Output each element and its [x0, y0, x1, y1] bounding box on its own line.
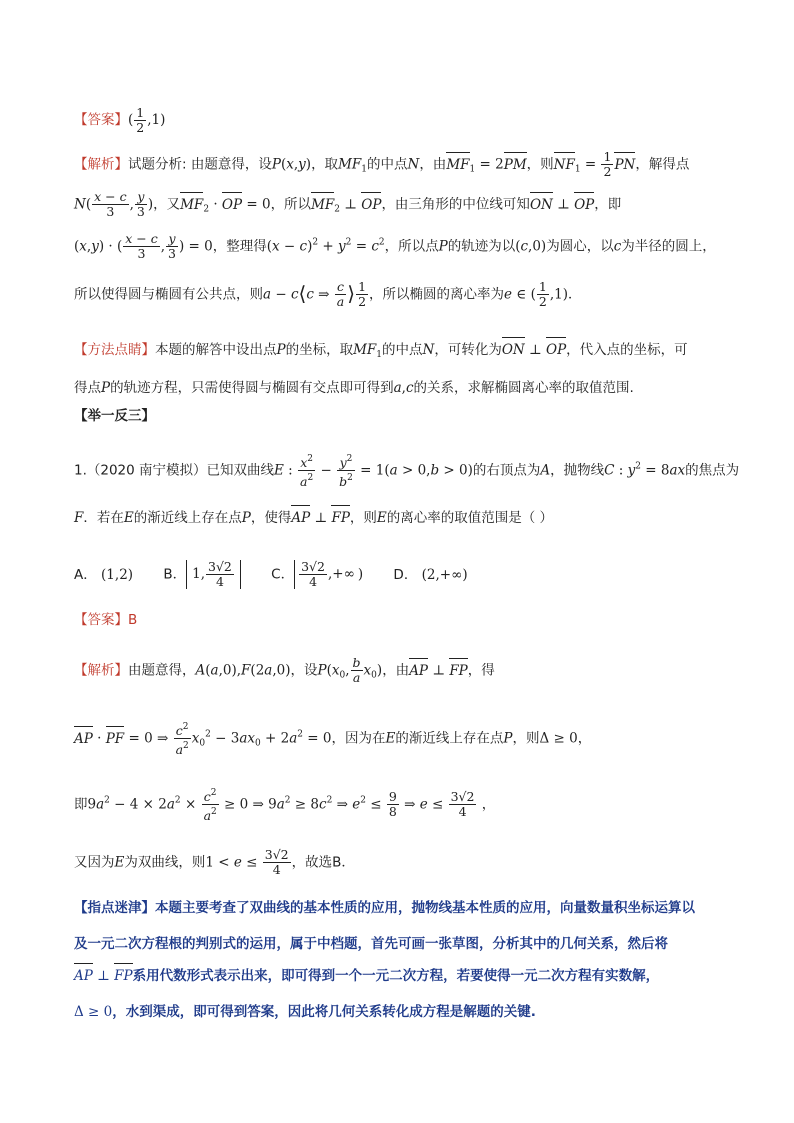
text: 的渐近线上存在点: [395, 730, 504, 747]
tips-line-4: Δ ≥ 0，水到渠成，即可得到答案，因此将几何关系转化成方程是解题的关键.: [74, 1004, 536, 1020]
text: 的坐标，取: [285, 342, 354, 358]
option-c: C． $\frac{3√2}{4}$ ,+∞ ): [271, 559, 364, 589]
text: ，得: [467, 662, 495, 679]
text: ，则: [349, 510, 377, 526]
solution-1-line-2: N( $\frac{x - c}{3}$ , $\frac{y}{3}$ )，又$MF_2$ · OP = 0，所以$MF_2$ ⊥ OP，由三角形的中位线可知ON ⊥ OP，即: [74, 189, 622, 219]
text: 所以使得圆与椭圆有公共点，则: [74, 286, 263, 303]
text: 本题主要考查了双曲线的基本性质的应用，抛物线基本性质的应用，向量数量积坐标运算以: [155, 900, 695, 916]
text: A．: [74, 566, 97, 583]
text: ，解得点: [635, 156, 690, 173]
text: ，又: [153, 196, 181, 213]
answer-label: 【答案】: [74, 112, 128, 128]
text: ，由三角形的中位线可知: [381, 196, 530, 213]
answer-2: [74, 610, 137, 630]
solution-2-line-4: 又因为E为双曲线，则1 < e ≤ $\frac{3√2}{4}$ ，故选B．: [74, 847, 355, 877]
option-d: D． (2,+∞): [393, 566, 468, 583]
text: 的中点: [367, 156, 408, 173]
solution-2-line-1: 【解析】由题意得，A(a,0),F(2a,0)，设$P(x_0$, $\frac{b}{a}$ $x_0$)，由AP ⊥ FP，得: [74, 655, 495, 685]
text: 1.（2020 南宁模拟）已知双曲线: [74, 462, 275, 479]
answer-2-value: B: [128, 612, 138, 628]
text: C．: [271, 566, 295, 583]
text: D．: [393, 566, 418, 583]
text: 的右顶点为: [472, 462, 541, 479]
solution-1-line-1: 【解析】试题分析: 由题意得，设P(x,y)，取$MF_1$的中点N，由$MF_1 = 2PM$，则$NF_1$ = $\frac{1}{2}$ PN，解得点: [74, 149, 690, 179]
text: ，由: [382, 662, 410, 679]
text: 即: [74, 796, 88, 813]
text: 为圆心，以: [546, 238, 614, 255]
text: ，即: [594, 196, 622, 213]
solution-2-line-2: AP · PF = 0 ⇒ $\frac{c^2}{a^2}$ $x_0^2 - 3ax_0 + 2a^2 = 0$，因为在E的渐近线上存在点P，则Δ ≥ 0，: [74, 722, 592, 757]
text: 的离心率的取值范围是（ ）: [386, 510, 554, 526]
tips-line-3: AP ⊥ FP系用代数形式表示出来，即可得到一个一元二次方程，若要使得一元二次方程有实数解，: [74, 968, 660, 984]
text: 的关系，求解椭圆离心率的取值范围.: [413, 380, 634, 396]
solution-2-line-3: 即$9a^2 - 4 \times 2a^2$ × $\frac{c^2}{a^2}$ ≥ 0 ⇒ $9a^2 \ge 8c^2$ ⇒ $e^2$ ≤ $\frac{9}{8}$ ⇒ e ≤ $\frac{3√2}{4}$ ，: [74, 788, 496, 823]
text: 的焦点为: [685, 462, 740, 479]
text: 本题的解答中设出点: [155, 342, 277, 358]
text: 的轨迹方程，只需使得圆与椭圆有交点即可得到: [110, 380, 394, 396]
text: 试题分析: 由题意得，设: [128, 156, 272, 173]
text: ，由: [419, 156, 447, 173]
text: ，抛物线: [550, 462, 605, 479]
text: ，则: [526, 156, 554, 173]
method-line-1: 【方法点睛】本题的解答中设出点P的坐标，取$MF_1$的中点N，可转化为ON ⊥ OP，代入点的坐标，可: [74, 342, 688, 360]
text: ，所以点: [384, 238, 439, 255]
text: ，: [477, 796, 496, 813]
question-1-options: [74, 560, 494, 589]
answer-label: 【答案】: [74, 612, 128, 628]
text: 的中点: [382, 342, 423, 358]
method-label: 【方法点睛】: [74, 342, 155, 358]
question-1-line-1: 1.（2020 南宁模拟）已知双曲线E : $\frac{x^2}{a^2}$ − $\frac{y^2}{b^2}$ = 1(a > 0,b > 0)的右顶点为A，抛物线C : $y^2 = 8ax$的焦点为: [74, 454, 740, 489]
text: ，整理得: [212, 238, 267, 255]
text: B．: [163, 566, 187, 583]
formula: P: [271, 156, 281, 173]
text: ，水到渠成，即可得到答案，因此将几何关系转化成方程是解题的关键.: [112, 1004, 536, 1020]
text: 得点: [74, 380, 101, 396]
option-b: B． 1, $\frac{3√2}{4}$: [163, 560, 241, 589]
text: ．若在: [83, 510, 124, 526]
text: ，因为在: [331, 730, 386, 747]
text: ，代入点的坐标，可: [566, 342, 688, 358]
option-a: A． (1,2): [74, 566, 134, 583]
text: ，所以: [270, 196, 312, 213]
text: 的轨迹为以: [447, 238, 516, 255]
text: 为双曲线，则: [124, 854, 206, 871]
practice-heading: 【举一反三】: [74, 408, 155, 424]
text: ，所以椭圆的离心率为: [369, 286, 505, 303]
solution-1-line-4: 所以使得圆与椭圆有公共点，则a − c⟨c ⇒ $\frac{c}{a}$ ⟩ $\frac{1}{2}$ ，所以椭圆的离心率为e ∈ ( $\frac{1}{2}$ ,1)．: [74, 279, 582, 309]
text: ，可转化为: [434, 342, 502, 358]
text: 又因为: [74, 854, 115, 871]
text: ，设: [290, 662, 318, 679]
solution-label: 【解析】: [74, 662, 128, 679]
question-1-line-2: F．若在E的渐近线上存在点P，使得AP ⊥ FP，则E的离心率的取值范围是（ ）: [74, 510, 554, 526]
answer-1: [74, 106, 165, 135]
tips-label: 【指点迷津】: [74, 900, 155, 916]
solution-1-line-3: (x,y) · ( $\frac{x - c}{3}$ , $\frac{y}{3}$ ) = 0，整理得$(x - c)^2 + y^2 = c^2$，所以点P的轨迹为以(c,0)为圆心，以c为半径的圆上，: [74, 231, 716, 261]
tips-line-1: [74, 898, 695, 918]
text: 为半径的圆上，: [621, 238, 716, 255]
text: 由题意得，: [128, 662, 196, 679]
text: ，取: [311, 156, 339, 173]
method-line-2: 得点P的轨迹方程，只需使得圆与椭圆有交点即可得到a,c的关系，求解椭圆离心率的取值范围.: [74, 380, 634, 396]
text: ，则: [512, 730, 540, 747]
text: ，故选B．: [291, 854, 355, 871]
text: 的渐近线上存在点: [133, 510, 242, 526]
text: 系用代数形式表示出来，即可得到一个一元二次方程，若要使得一元二次方程有实数解，: [132, 968, 660, 984]
text: ，使得: [250, 510, 292, 526]
tips-line-2: 及一元二次方程根的判别式的运用，属于中档题，首先可画一张草图，分析其中的几何关系，然后将: [74, 936, 668, 952]
solution-label: 【解析】: [74, 156, 128, 173]
answer-1-value: ( $\frac{1}{2}$ ,1): [128, 105, 166, 135]
